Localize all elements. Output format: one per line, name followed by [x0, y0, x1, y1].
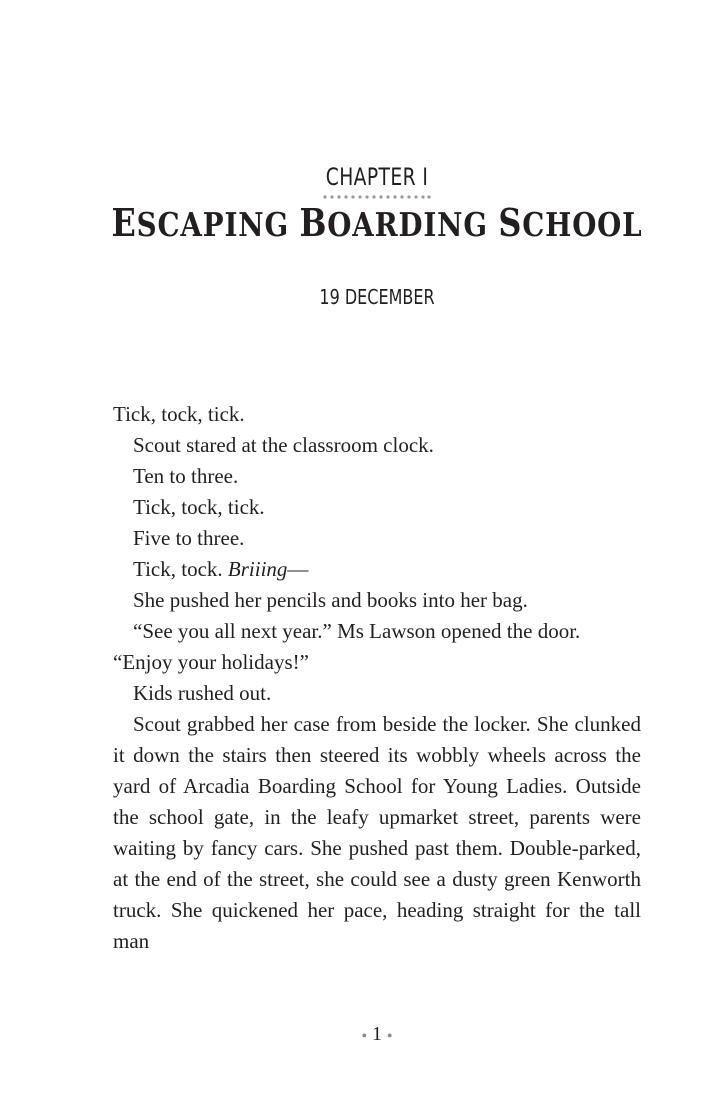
paragraph: Tick, tock, tick. — [133, 495, 265, 519]
body-text — [113, 399, 641, 957]
paragraph: Ten to three. — [133, 464, 239, 488]
paragraph: Tick, tock, tick. — [113, 402, 245, 426]
chapter-date: 19 DECEMBER — [319, 285, 435, 309]
paragraph: Scout grabbed her case from beside the locker. She clunked it down the stairs then steered its wobbly wheels across the yard of Arcadia Boarding School for Young Ladies. Outside the school gate, in the leafy upmarket street, parents were waiting by fancy cars. She pushed past them. Double-parked, at the end of the street, she could see a dusty green Kenworth truck. She quickened her pace, heading straight for the tall man — [113, 712, 641, 953]
paragraph: Scout stared at the classroom clock. — [133, 433, 434, 457]
paragraph: “Enjoy your holidays!” — [113, 650, 309, 674]
paragraph: Five to three. — [133, 526, 245, 550]
paragraph: Tick, tock. Briiing— — [133, 557, 309, 581]
paragraph: “See you all next year.” Ms Lawson opened the door. — [133, 619, 581, 643]
chapter-title: ESCAPING BOARDING SCHOOL — [111, 200, 643, 245]
bullet-icon: ● — [387, 1030, 393, 1041]
bullet-icon: ● — [361, 1030, 367, 1041]
chapter-label: CHAPTER I — [325, 163, 429, 191]
italic-sound: Briiing — [227, 557, 288, 581]
paragraph: Kids rushed out. — [133, 681, 272, 705]
paragraph: She pushed her pencils and books into her bag. — [133, 588, 528, 612]
page-number: ● 1 ● — [361, 1023, 393, 1045]
